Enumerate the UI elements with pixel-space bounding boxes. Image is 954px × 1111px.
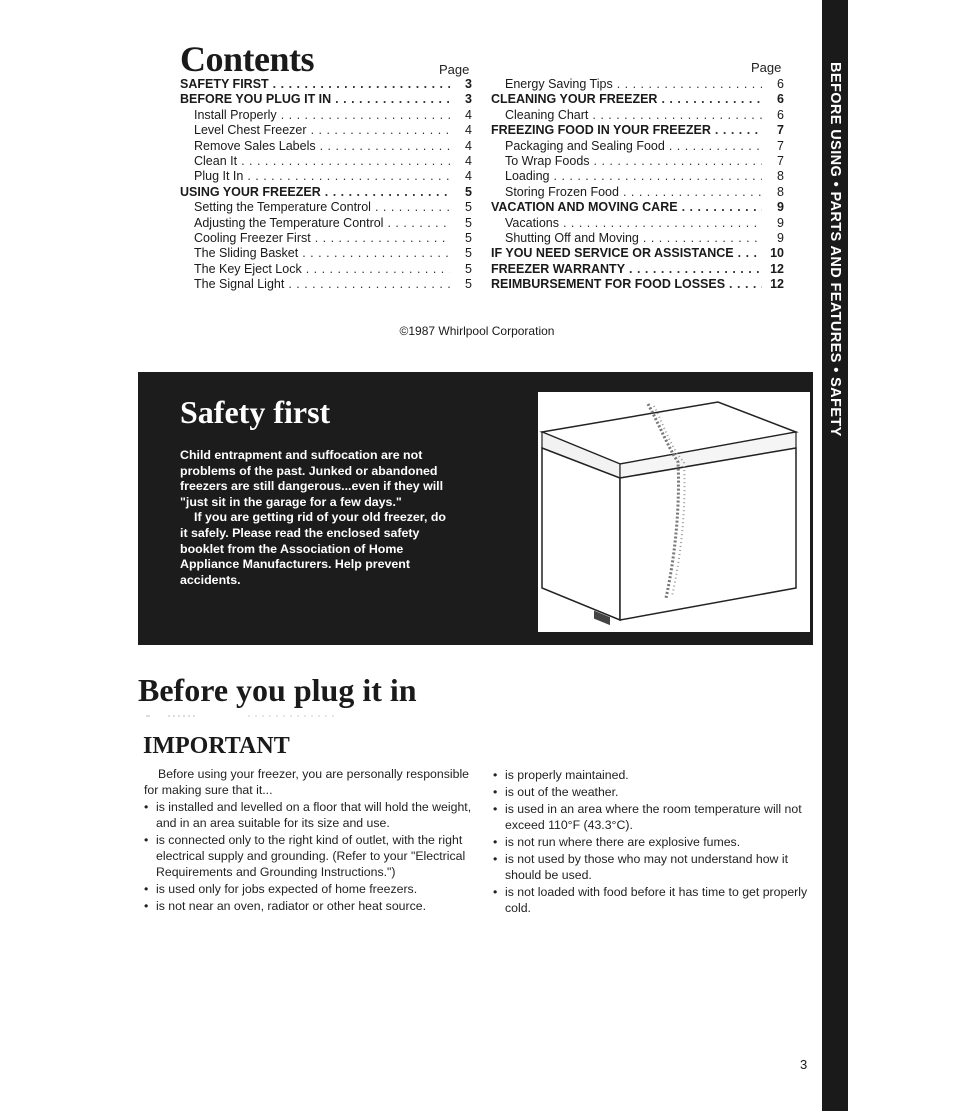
toc-leader-dots (335, 92, 450, 107)
toc-entry-page: 4 (465, 169, 472, 184)
toc-entry (491, 262, 784, 277)
toc-entry-label: Plug It In (194, 169, 244, 184)
toc-entry (180, 262, 472, 277)
toc-right-column (491, 77, 784, 293)
toc-leader-dots (617, 77, 762, 92)
toc-leader-dots (715, 123, 762, 138)
toc-entry (491, 123, 784, 138)
toc-entry (491, 231, 784, 246)
toc-leader-dots (288, 277, 450, 292)
toc-entry (491, 154, 784, 169)
toc-leader-dots (247, 169, 450, 184)
toc-entry-label: Energy Saving Tips (505, 77, 613, 91)
toc-leader-dots (311, 123, 450, 138)
toc-entry-label: To Wrap Foods (505, 154, 590, 169)
toc-leader-dots (592, 108, 762, 123)
toc-entry-page: 7 (777, 138, 784, 153)
toc-entry-page: 3 (465, 92, 472, 107)
toc-entry-page: 9 (777, 215, 784, 230)
toc-entry-page: 3 (465, 77, 472, 91)
toc-leader-dots (623, 185, 762, 200)
toc-entry-label: The Signal Light (194, 277, 285, 292)
bullet-item: • is properly maintained. (493, 767, 819, 783)
toc-entry-label: Storing Frozen Food (505, 184, 619, 199)
bullet-item: • is not near an oven, radiator or other heat source. (144, 898, 477, 914)
toc-entry-page: 5 (465, 200, 472, 215)
toc-entry-label: IF YOU NEED SERVICE OR ASSISTANCE (491, 246, 734, 261)
toc-entry-label: Cooling Freezer First (194, 231, 311, 246)
toc-entry-page: 9 (777, 231, 784, 246)
contents-page-heading-left: Page (439, 62, 470, 77)
toc-entry-page: 10 (770, 246, 784, 261)
toc-entry-label: Adjusting the Temperature Control (194, 215, 384, 230)
toc-entry-page: 6 (777, 107, 784, 122)
contents-title: Contents (180, 39, 315, 79)
toc-leader-dots (729, 277, 762, 292)
toc-entry (180, 185, 472, 200)
toc-entry-label: SAFETY FIRST (180, 77, 269, 91)
copyright-notice: ©1987 Whirlpool Corporation (399, 324, 555, 338)
toc-entry-page: 8 (777, 169, 784, 184)
toc-leader-dots (554, 169, 763, 184)
toc-leader-dots (738, 246, 762, 261)
toc-entry (491, 185, 784, 200)
before-right-bullets (493, 767, 819, 916)
safety-paragraph-1: Child entrapment and suffocation are not problems of the past. Junked or abandoned freezers are still dangerous...even if they will "just sit in the garage for a few days." (180, 448, 444, 509)
toc-entry (180, 92, 472, 107)
bullet-item: • is connected only to the right kind of outlet, with the right electrical supply and grounding. (Refer to your "Electrical Requirements and Grounding Instructions.") (144, 832, 477, 880)
toc-entry (180, 108, 472, 123)
toc-entry (491, 92, 784, 107)
toc-entry (180, 200, 472, 215)
toc-leader-dots (682, 200, 762, 215)
toc-entry (180, 123, 472, 138)
toc-entry (491, 169, 784, 184)
toc-leader-dots (661, 92, 762, 107)
toc-leader-dots (594, 154, 762, 169)
toc-entry (491, 77, 784, 92)
chest-freezer-illustration (538, 392, 810, 632)
toc-leader-dots (320, 139, 450, 154)
safety-text (180, 448, 450, 588)
bullet-item: • is installed and levelled on a floor that will hold the weight, and in an area suitable for its size and use. (144, 799, 477, 831)
toc-leader-dots (387, 216, 450, 231)
toc-entry-label: Remove Sales Labels (194, 138, 316, 153)
toc-entry-page: 9 (777, 200, 784, 215)
side-tab-label: BEFORE USING • PARTS AND FEATURES • SAFETY (827, 62, 843, 437)
toc-entry-page: 8 (777, 184, 784, 199)
before-right-column (493, 766, 819, 916)
toc-entry-page: 12 (770, 277, 784, 292)
toc-entry-label: VACATION AND MOVING CARE (491, 200, 678, 215)
toc-entry-page: 5 (465, 261, 472, 276)
toc-entry-page: 5 (465, 277, 472, 292)
safety-paragraph-2: If you are getting rid of your old freezer, do it safely. Please read the enclosed safety booklet from the Association of Home Appliance Manufacturers. Help prevent accidents. (180, 510, 446, 587)
toc-entry (180, 231, 472, 246)
bullet-item: • is not loaded with food before it has time to get properly cold. (493, 884, 819, 916)
toc-entry-label: BEFORE YOU PLUG IT IN (180, 92, 332, 107)
toc-entry (491, 277, 784, 292)
toc-entry-page: 5 (465, 246, 472, 261)
toc-entry-page: 5 (465, 184, 472, 199)
toc-entry (180, 216, 472, 231)
toc-entry (491, 216, 784, 231)
toc-entry (491, 139, 784, 154)
toc-entry-label: Level Chest Freezer (194, 123, 307, 138)
page-number: 3 (800, 1057, 808, 1072)
toc-entry (180, 246, 472, 261)
toc-entry-label: Install Properly (194, 107, 277, 122)
toc-leader-dots (643, 231, 762, 246)
toc-entry-page: 6 (777, 77, 784, 91)
toc-entry (491, 246, 784, 261)
before-left-column (144, 766, 477, 914)
toc-leader-dots (241, 154, 450, 169)
toc-leader-dots (563, 216, 762, 231)
bullet-item: • is out of the weather. (493, 784, 819, 800)
toc-entry-page: 5 (465, 231, 472, 246)
faint-scan-marks (138, 712, 348, 720)
bullet-item: • is not run where there are explosive fumes. (493, 834, 819, 850)
toc-entry-label: FREEZING FOOD IN YOUR FREEZER (491, 123, 711, 138)
toc-entry-page: 4 (465, 154, 472, 169)
bullet-item: • is used only for jobs expected of home freezers. (144, 881, 477, 897)
toc-entry-label: CLEANING YOUR FREEZER (491, 92, 658, 107)
toc-leader-dots (273, 77, 450, 92)
bullet-item: • is not used by those who may not understand how it should be used. (493, 851, 819, 883)
toc-entry-label: FREEZER WARRANTY (491, 261, 626, 276)
toc-entry-label: Shutting Off and Moving (505, 231, 639, 246)
toc-entry-label: The Key Eject Lock (194, 261, 302, 276)
toc-leader-dots (306, 262, 450, 277)
toc-leader-dots (629, 262, 762, 277)
toc-entry (180, 77, 472, 92)
toc-leader-dots (281, 108, 450, 123)
toc-entry-page: 6 (777, 92, 784, 107)
toc-leader-dots (315, 231, 450, 246)
toc-left-column (180, 77, 472, 293)
toc-entry-label: The Sliding Basket (194, 246, 299, 261)
toc-entry-label: Cleaning Chart (505, 107, 589, 122)
toc-entry-page: 5 (465, 215, 472, 230)
toc-leader-dots (302, 246, 450, 261)
toc-entry-page: 4 (465, 123, 472, 138)
before-intro: Before using your freezer, you are personally responsible for making sure that it... (144, 767, 470, 797)
safety-title: Safety first (180, 394, 331, 430)
toc-entry (491, 108, 784, 123)
toc-entry-label: Setting the Temperature Control (194, 200, 371, 215)
toc-entry (491, 200, 784, 215)
toc-entry (180, 139, 472, 154)
toc-leader-dots (669, 139, 762, 154)
toc-entry-label: REIMBURSEMENT FOR FOOD LOSSES (491, 277, 726, 292)
toc-entry-label: Vacations (505, 215, 559, 230)
toc-entry (180, 169, 472, 184)
toc-entry-page: 7 (777, 123, 784, 138)
toc-entry-page: 7 (777, 154, 784, 169)
toc-entry-label: Loading (505, 169, 550, 184)
toc-entry (180, 154, 472, 169)
before-plug-title: Before you plug it in (138, 672, 417, 708)
safety-banner (138, 372, 813, 645)
toc-entry (180, 277, 472, 292)
toc-leader-dots (325, 185, 450, 200)
toc-entry-page: 12 (770, 261, 784, 276)
important-heading: IMPORTANT (143, 733, 290, 759)
toc-leader-dots (375, 200, 450, 215)
toc-entry-page: 4 (465, 138, 472, 153)
bullet-item: • is used in an area where the room temperature will not exceed 110°F (43.3°C). (493, 801, 819, 833)
toc-entry-label: USING YOUR FREEZER (180, 184, 321, 199)
toc-entry-label: Clean It (194, 154, 238, 169)
toc-entry-label: Packaging and Sealing Food (505, 138, 665, 153)
toc-entry-page: 4 (465, 107, 472, 122)
before-left-bullets (144, 799, 477, 914)
contents-page-heading-right: Page (751, 60, 782, 75)
